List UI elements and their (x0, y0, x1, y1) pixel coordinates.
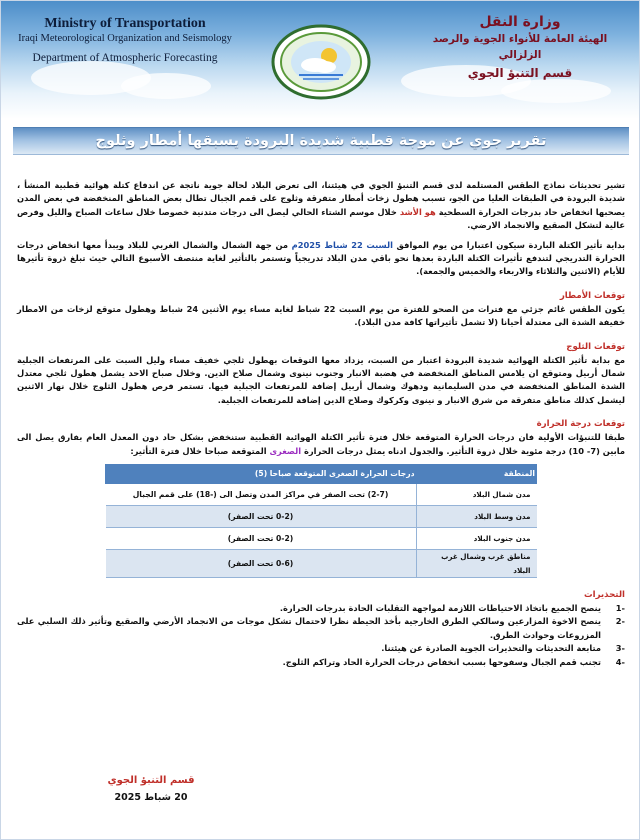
temperature-highlight: الصغرى (269, 445, 302, 456)
table-row (106, 550, 537, 578)
organization-name-en: Iraqi Meteorological Organization and Seismology (18, 33, 232, 44)
intro-paragraph-2 (17, 239, 625, 279)
warnings-heading: التحذيرات (584, 589, 625, 600)
intro-text-a: تشير تحديثات نماذج الطقس المستلمة لدى قسم التنبؤ الجوي في هيئتنا، الى تعرض البلاد لحالة جوية ناتجة عن اندفاع كتلة هوائية قطبية المنشأ ، شديدة البرودة في الطبقات العليا من الجو، تسبب هطول زخات أمطار متفرقة وثلوج على قمم الجبال تطال بعض المناطق المنخفضة في بعض المدن يصحبها انخفاض حاد بدرجات الحرارة السطحية (17, 180, 625, 217)
table-row (106, 528, 537, 550)
onset-date: السبت 22 شباط 2025م (291, 239, 393, 250)
table-row (106, 506, 537, 528)
letterhead (1, 1, 640, 119)
list-item (17, 602, 625, 615)
region-column-header: المنطقة (416, 465, 537, 484)
snow-heading: توقعات الثلوج (566, 341, 625, 352)
snow-paragraph: مع بداية تأثير الكتلة الهوائية شديدة البرودة اعتبار من السبت، يزداد معها التوقعات بهطول ثلجي خفيف مساء وليل السبت على المرتفعات الجبلية شمال أربيل ومتوقع ان يلامس المناطق المنخفضة في هضبة الانبار وجنوب نينوى وشمال صلاح الدين. وخلال صباح الاحد يشمل هطول ثلجي معتدل الشدة المناطق المنخفضة في مدن السليمانية ودهوك وشمال أربيل إضافة للمرتفعات الجبلية فيها. تستمر فرص هطول الثلوج خلال نهار الاثنين ليشمل كذلك مناطق متفرقة من شرق الانبار و نينوى وكركوك وصلاح الدين إضافة للمرتفعات الجبلية. (17, 354, 625, 405)
temperature-cell: (0-6 تحت الصفر) (106, 550, 417, 578)
english-letterhead (15, 15, 235, 66)
warning-text: تجنب قمم الجبال وسفوحها بسبب انخفاض درجات الحرارة الحاد وتراكم الثلوج. (282, 656, 601, 667)
table-header-row (106, 465, 537, 484)
signature-department: قسم التنبؤ الجوي (107, 775, 195, 786)
ministry-name-en: Ministry of Transportation (44, 16, 206, 31)
list-item (17, 642, 625, 655)
list-item (17, 615, 625, 642)
warning-number: -2 (615, 616, 625, 627)
department-name-en: Department of Atmospheric Forecasting (32, 52, 218, 64)
table-row (106, 484, 537, 506)
arabic-letterhead (415, 13, 625, 82)
intro-text-b: خلال موسم الشتاء الحالي ليصل الى درجات متدنية خصوصا خلال ساعات الصباح والليل وفرص عالية لتشكل الصقيع والانجماد الارضي. (17, 206, 625, 231)
region-cell: مدن وسط البلاد (416, 506, 537, 528)
temperature-heading: توقعات درجة الحرارة (536, 419, 625, 430)
onset-text-b: من جهة الشمال والشمال الغربي للبلاد ويبدأ معها انخفاض درجات الحرارة التدريجي لتندفع تأثيرات الكتلة الباردة بعدها نحو باقي مدن البلاد تدريجياً وتستمر بالتأثير لغاية منتصف الأسبوع التالي حيث تبلغ ذروة تأثيرها للأيام (الاثنين والثلاثاء والاربعاء والخميس والجمعة). (17, 239, 625, 277)
min-temperature-table (105, 464, 537, 578)
temperature-cell: (0-2 تحت الصفر) (106, 506, 417, 528)
temperature-column-header: درجات الحرارة الصغرى المتوقعة صباحا (5) (106, 465, 417, 484)
warning-text: ينصح الاخوة المزارعين وسالكي الطرق الخارجية بأخذ الحيطة نظرا لاحتمال تشكل موجات من الانجماد الأرضي والصقيع وتأثير ذلك السلبي على المزروعات وحوادث الطرق. (17, 616, 601, 640)
report-body (17, 161, 625, 669)
region-cell: مدن جنوب البلاد (416, 528, 537, 550)
region-cell: مدن شمال البلاد (416, 484, 537, 506)
warnings-list (17, 602, 625, 669)
temperature-cell: (2-7) تحت الصفر في مراكز المدن وتصل الى (-18) على قمم الجبال (106, 484, 417, 506)
organization-name-ar: الهيئة العامة للأنواء الجوية والرصد الزلزالي (432, 33, 608, 61)
organization-logo-icon (269, 23, 373, 101)
report-title-band (13, 127, 629, 155)
region-cell: مناطق غرب وشمال غرب البلاد (416, 550, 537, 578)
temperature-text-a: طبقا للتنبؤات الأولية فان درجات الحرارة المتوقعة خلال فترة تأثير الكتلة الهوائية القطبية ستنخفض بشكل حاد دون المعدل العام بفارق يصل الى مابين (7- 10) درجة مئوية خلال ذروة التأثير. والجدول ادناه يمثل درجات الحرارة (17, 432, 625, 456)
intro-paragraph-1 (17, 179, 625, 233)
signature-block (81, 773, 221, 807)
list-item (17, 656, 625, 669)
temperature-text-b: المتوقعة صباحا خلال فترة التأثير: (130, 445, 267, 456)
warning-number: -4 (615, 656, 625, 667)
department-name-ar: قسم التنبؤ الجوي (467, 66, 573, 80)
rain-heading: توقعات الأمطار (559, 290, 625, 301)
warning-number: -1 (615, 602, 625, 613)
rain-paragraph: يكون الطقس غائم جزئي مع فترات من الصحو للفترة من يوم السبت 22 شباط لغاية مساء يوم الأثنين 24 شباط وهطول متوقع لزخات من الامطار خفيفة الشدة الى معتدلة أحيانا (لا تشمل تأثيراتها كافة مدن البلاد). (17, 303, 626, 328)
onset-text-a: بداية تأثير الكتلة الباردة سيكون اعتبارا من يوم الموافق (396, 239, 626, 250)
ministry-name-ar: وزارة النقل (479, 14, 561, 30)
warning-number: -3 (615, 643, 625, 654)
report-title: تقرير جوي عن موجة قطبية شديدة البرودة يسبقها أمطار وثلوج (95, 133, 547, 149)
temperature-paragraph (17, 431, 625, 458)
warning-text: ينصح الجميع باتخاذ الاحتياطات اللازمة لمواجهة التقلبات الحادة بدرجات الحرارة. (279, 602, 601, 613)
intro-highlight: هو الأشد (399, 206, 436, 217)
temperature-cell: (0-2 تحت الصفر) (106, 528, 417, 550)
warning-text: متابعة التحديثات والتحذيرات الجوية الصادرة عن هيئتنا. (381, 643, 601, 654)
signature-date: 20 شباط 2025 (114, 792, 188, 803)
